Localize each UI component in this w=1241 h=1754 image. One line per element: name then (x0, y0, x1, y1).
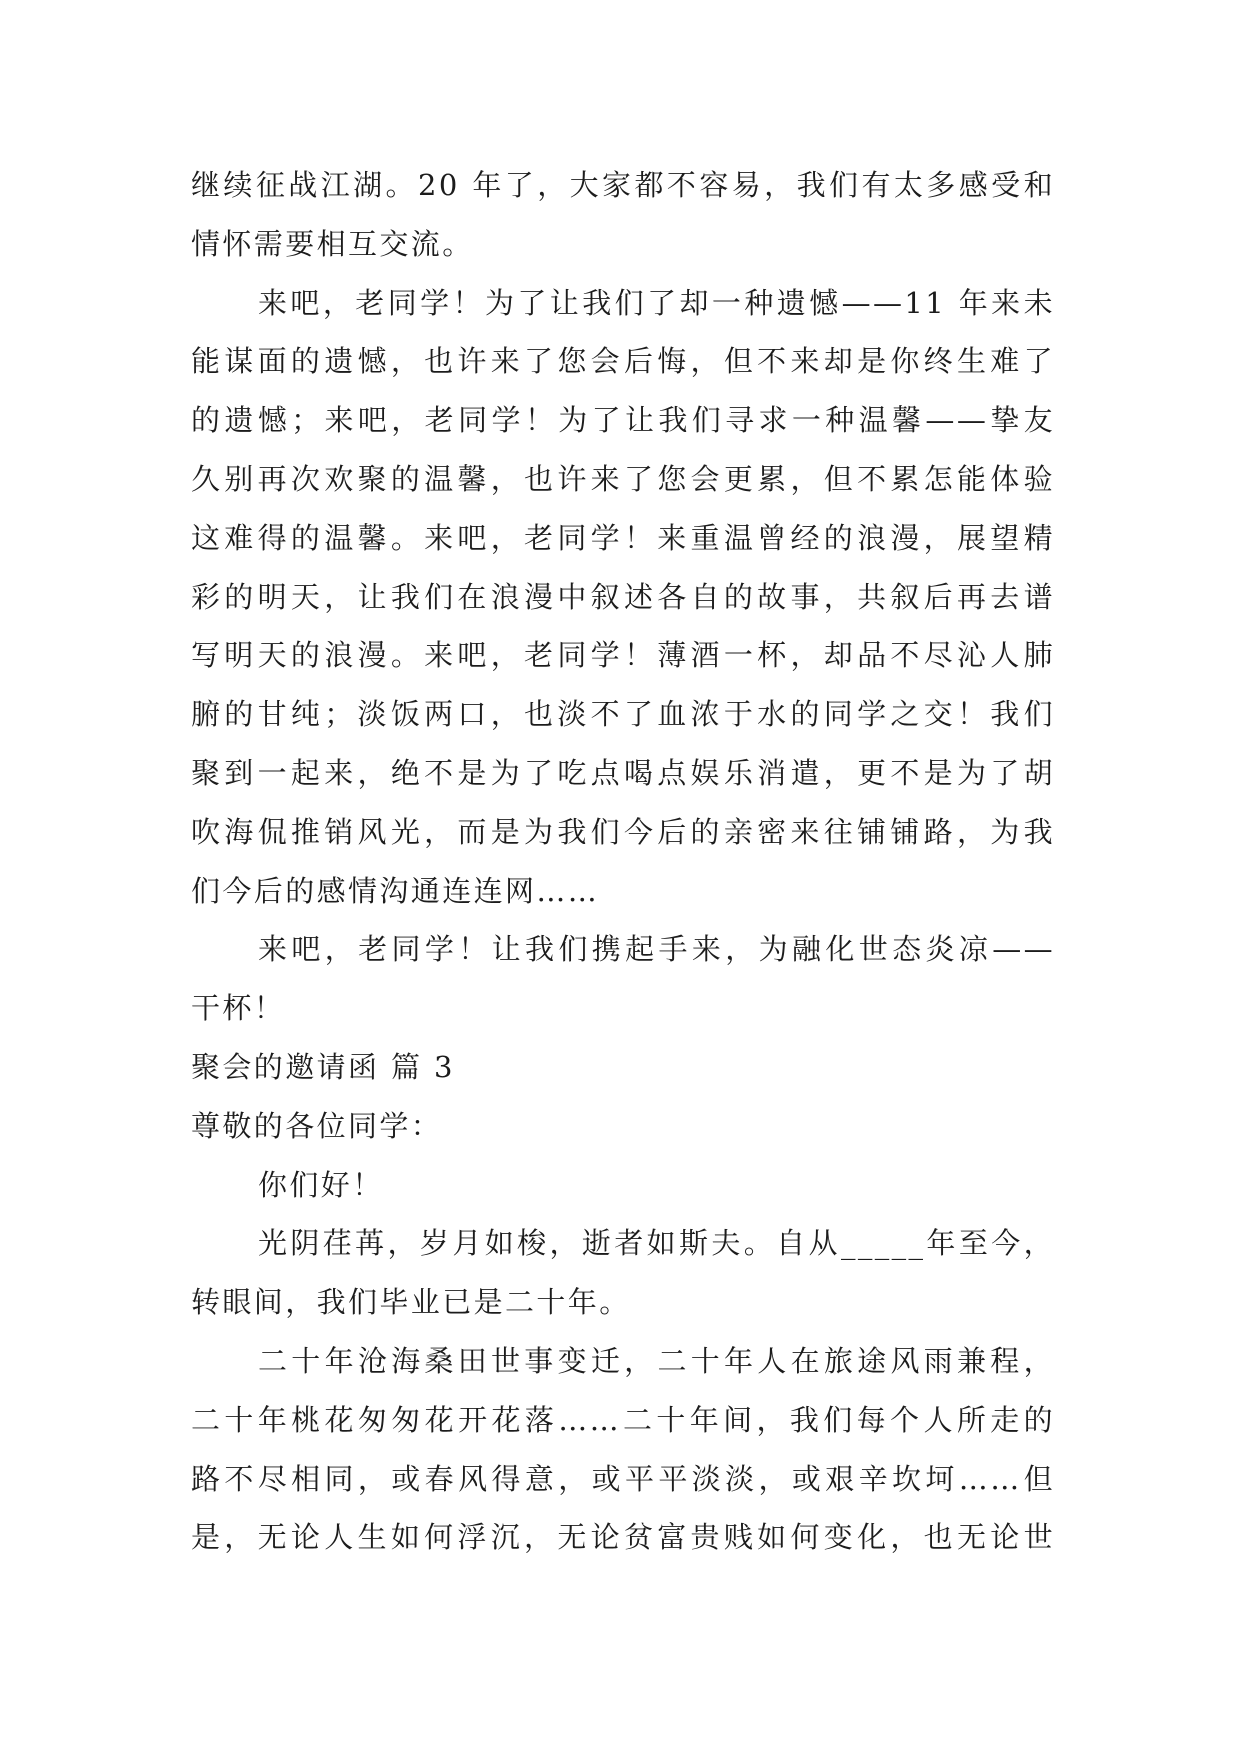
text-line: 的遗憾；来吧，老同学！为了让我们寻求一种温馨——挚友 (191, 403, 1055, 438)
text-line: 吹海侃推销风光，而是为我们今后的亲密来往铺铺路，为我 (191, 814, 1055, 849)
section-title: 聚会的邀请函 篇 3 (191, 1049, 455, 1084)
text-line: 光阴荏苒，岁月如梭，逝者如斯夫。自从_____年至今， (258, 1226, 1055, 1261)
text-line: 彩的明天，让我们在浪漫中叙述各自的故事，共叙后再去谱 (191, 579, 1055, 614)
text-line: 来吧，老同学！为了让我们了却一种遗憾——11 年来未 (258, 285, 1055, 320)
text-line: 二十年桃花匆匆花开花落……二十年间，我们每个人所走的 (191, 1402, 1055, 1437)
paragraph-continued (191, 156, 1055, 274)
text-line: 腑的甘纯；淡饭两口，也淡不了血浓于水的同学之交！我们 (191, 697, 1055, 732)
text-line: 能谋面的遗憾，也许来了您会后悔，但不来却是你终生难了 (191, 344, 1055, 379)
paragraph (191, 1214, 1055, 1332)
paragraph (191, 274, 1055, 921)
paragraph (191, 920, 1055, 1038)
paragraph (191, 1332, 1055, 1567)
document-page (191, 156, 1055, 1567)
text-line: 转眼间，我们毕业已是二十年。 (191, 1285, 631, 1320)
text-line: 们今后的感情沟通连连网…… (191, 873, 600, 908)
text-line: 路不尽相同，或春风得意，或平平淡淡，或艰辛坎坷……但 (191, 1461, 1055, 1496)
greeting: 你们好！ (258, 1167, 384, 1202)
text-line: 写明天的浪漫。来吧，老同学！薄酒一杯，却品不尽沁人肺 (191, 638, 1055, 673)
salutation: 尊敬的各位同学： (191, 1108, 443, 1143)
text-line: 二十年沧海桑田世事变迁，二十年人在旅途风雨兼程， (258, 1343, 1055, 1378)
text-line: 聚到一起来，绝不是为了吃点喝点娱乐消遣，更不是为了胡 (191, 755, 1055, 790)
text-line: 继续征战江湖。20 年了，大家都不容易，我们有太多感受和 (191, 168, 1055, 202)
text-line: 来吧，老同学！让我们携起手来，为融化世态炎凉—— (258, 932, 1055, 967)
text-line: 久别再次欢聚的温馨，也许来了您会更累，但不累怎能体验 (191, 461, 1055, 496)
text-line: 这难得的温馨。来吧，老同学！来重温曾经的浪漫，展望精 (191, 520, 1055, 555)
text-line: 干杯！ (191, 991, 286, 1026)
text-line: 是，无论人生如何浮沉，无论贫富贵贱如何变化，也无论世 (191, 1520, 1055, 1555)
text-line: 情怀需要相互交流。 (191, 226, 474, 261)
